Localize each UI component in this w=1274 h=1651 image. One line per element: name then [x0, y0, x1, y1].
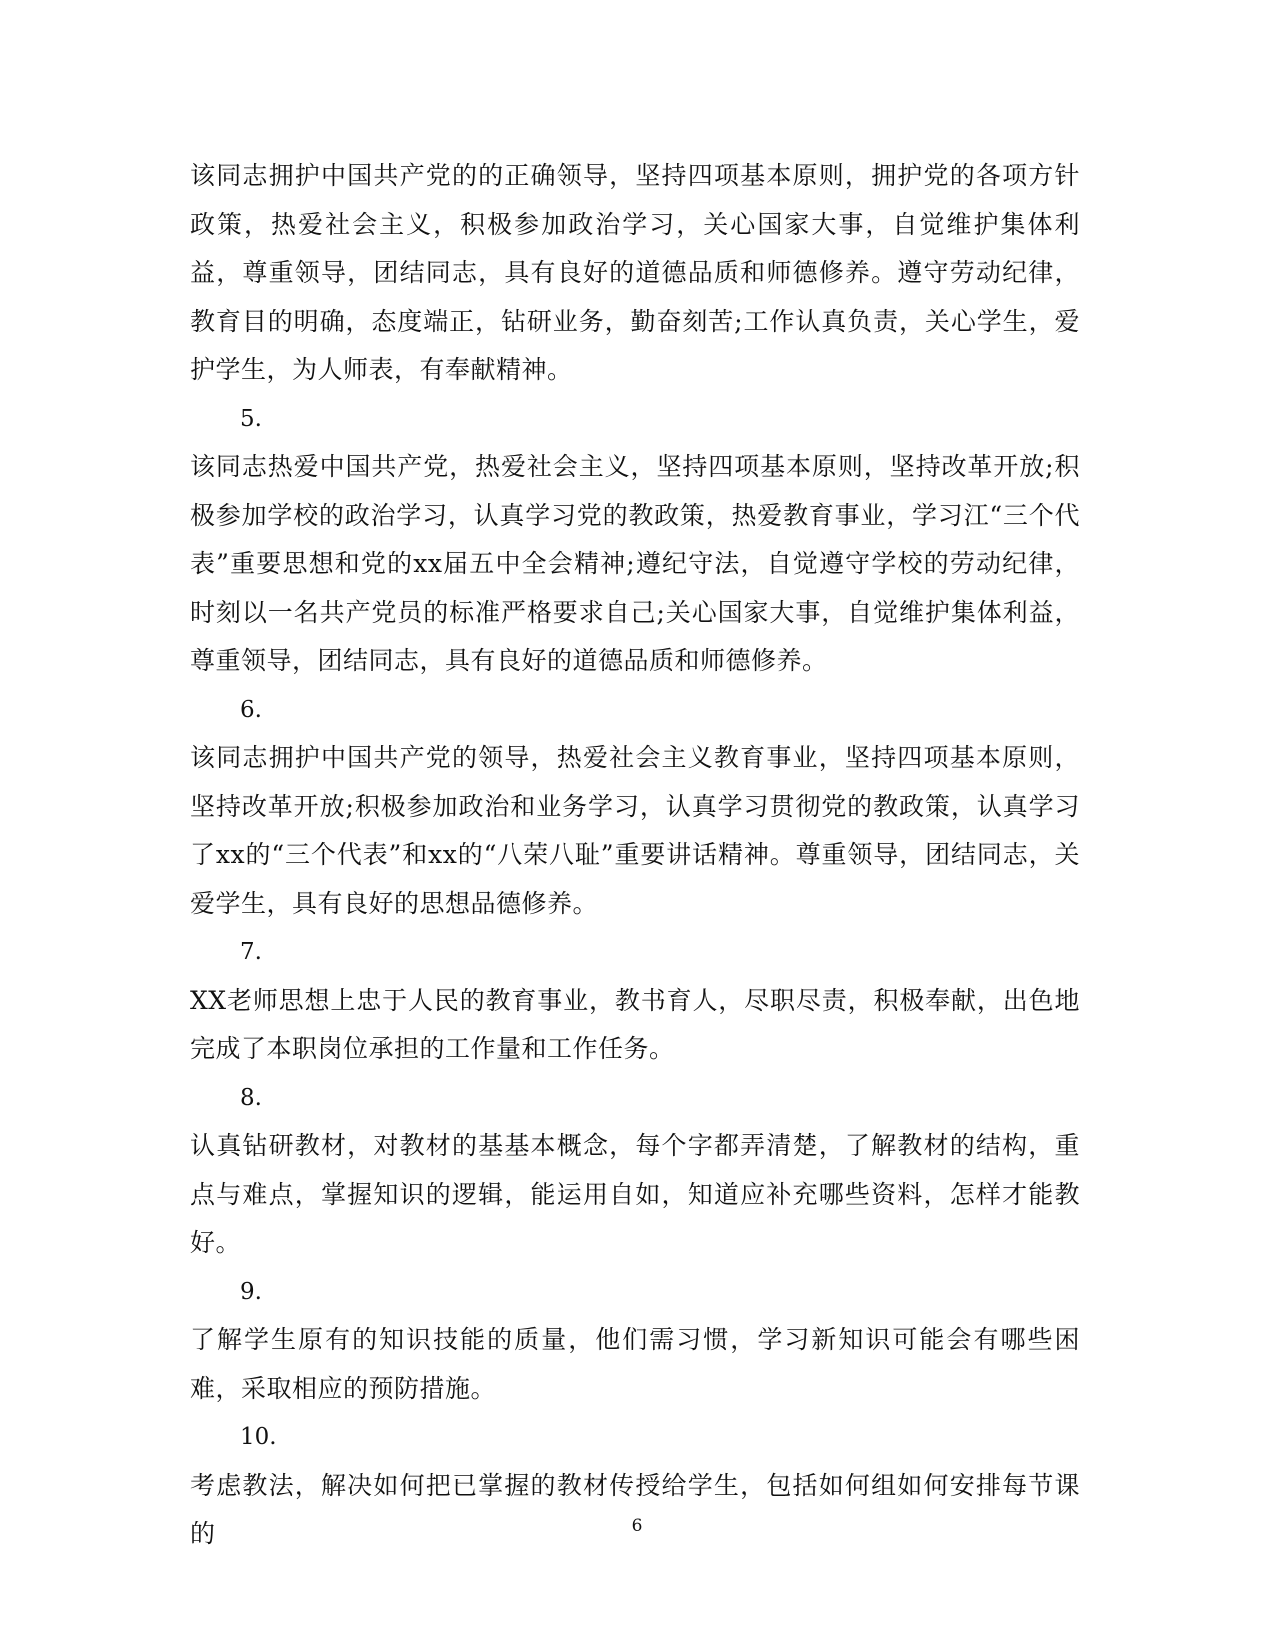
paragraph-appraisal-8: 认真钻研教材，对教材的基基本概念，每个字都弄清楚，了解教材的结构，重点与难点，掌握知识的逻辑，能运用自如，知道应补充哪些资料，怎样才能教好。: [190, 1131, 1080, 1257]
item-number-8: 8.: [240, 1084, 262, 1111]
item-number-9: 9.: [240, 1278, 262, 1305]
item-number-5: 5.: [240, 405, 262, 432]
item-number-10: 10.: [240, 1424, 277, 1450]
paragraph-appraisal-4: 该同志拥护中国共产党的的正确领导，坚持四项基本原则，拥护党的各项方针政策，热爱社会主义，积极参加政治学习，关心国家大事，自觉维护集体利益，尊重领导，团结同志，具有良好的道德品质和师德修养。遵守劳动纪律，教育目的明确，态度端正，钻研业务，勤奋刻苦;工作认真负责，关心学生，爱护学生，为人师表，有奉献精神。: [190, 161, 1080, 384]
paragraph-appraisal-6: 该同志拥护中国共产党的领导，热爱社会主义教育事业，坚持四项基本原则，坚持改革开放;积极参加政治和业务学习，认真学习贯彻党的教政策，认真学习了xx的“三个代表”和xx的“八荣八耻”重要讲话精神。尊重领导，团结同志，关爱学生，具有良好的思想品德修养。: [190, 743, 1080, 918]
page-number: 6: [631, 1516, 643, 1536]
paragraph-appraisal-5: 该同志热爱中国共产党，热爱社会主义，坚持四项基本原则，坚持改革开放;积极参加学校的政治学习，认真学习党的教政策，热爱教育事业，学习江“三个代表”重要思想和党的xx届五中全会精神;遵纪守法，自觉遵守学校的劳动纪律，时刻以一名共产党员的标准严格要求自己;关心国家大事，自觉维护集体利益，尊重领导，团结同志，具有良好的道德品质和师德修养。: [190, 452, 1080, 675]
paragraph-appraisal-9: 了解学生原有的知识技能的质量，他们需习惯，学习新知识可能会有哪些困难，采取相应的预防措施。: [190, 1325, 1080, 1403]
paragraph-appraisal-7: XX老师思想上忠于人民的教育事业，教书育人，尽职尽责，积极奉献，出色地完成了本职岗位承担的工作量和工作任务。: [190, 985, 1080, 1063]
item-number-6: 6.: [240, 696, 262, 723]
item-number-7: 7.: [240, 939, 262, 965]
document-body: [190, 152, 1080, 1559]
paragraph-appraisal-10: 考虑教法，解决如何把已掌握的教材传授给学生，包括如何组如何安排每节课的: [190, 1470, 1080, 1548]
